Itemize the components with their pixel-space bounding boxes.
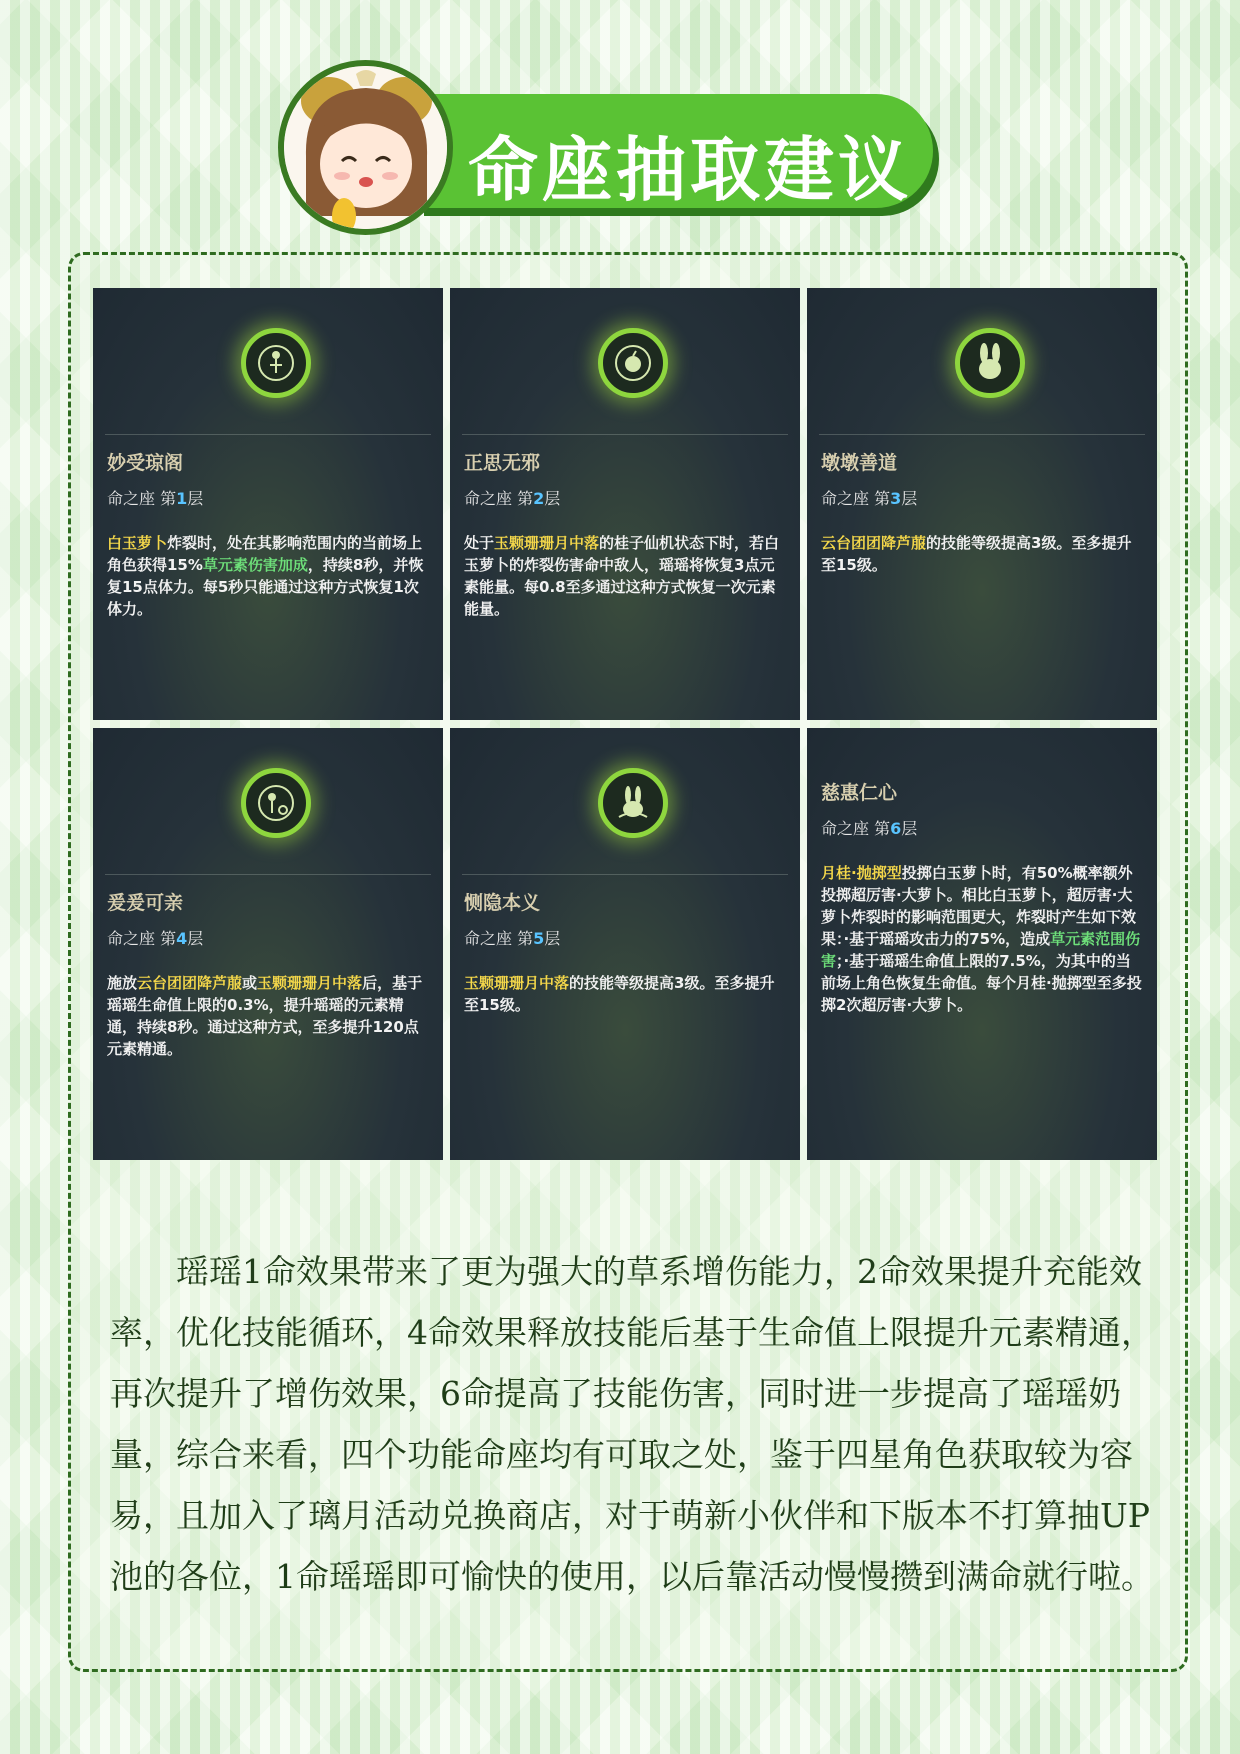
constellation-emblem-icon: [955, 328, 1025, 398]
constellation-emblem-icon: [598, 768, 668, 838]
constellation-level: 命之座 第6层: [821, 819, 918, 838]
constellation-name: 爰爰可亲: [107, 892, 184, 914]
constellation-name: 慈惠仁心: [821, 782, 898, 804]
constellation-name: 正思无邪: [464, 452, 541, 474]
constellation-card-2: [450, 288, 800, 720]
constellation-level: 命之座 第1层: [107, 489, 204, 508]
page-title: 命座抽取建议: [468, 129, 912, 211]
character-avatar: [278, 60, 453, 235]
constellation-grid: [93, 288, 1163, 1168]
constellation-description: 云台团团降芦菔的技能等级提高3级。至多提升至15级。: [821, 534, 1132, 574]
constellation-card-6: [807, 728, 1157, 1160]
constellation-description: 施放云台团团降芦菔或玉颗珊珊月中落后，基于瑶瑶生命值上限的0.3%，提升瑶瑶的元素精通，持续8秒。通过这种方式，至多提升120点元素精通。: [107, 974, 423, 1058]
constellation-name: 恻隐本义: [464, 892, 541, 914]
recommendation-paragraph: 瑶瑶1命效果带来了更为强大的草系增伤能力，2命效果提升充能效率，优化技能循环，4命效果释放技能后基于生命值上限提升元素精通，再次提升了增伤效果，6命提高了技能伤害，同时进一步提高了瑶瑶奶量，综合来看，四个功能命座均有可取之处，鉴于四星角色获取较为容易，且加入了璃月活动兑换商店，对于萌新小伙伴和下版本不打算抽UP池的各位，1命瑶瑶即可愉快的使用，以后靠活动慢慢攒到满命就行啦。: [110, 1252, 1154, 1596]
constellation-card-1: [93, 288, 443, 720]
constellation-description: 玉颗珊珊月中落的技能等级提高3级。至多提升至15级。: [464, 974, 775, 1014]
divider: [105, 874, 431, 875]
constellation-card-4: [93, 728, 443, 1160]
constellation-level: 命之座 第5层: [464, 929, 561, 948]
constellation-description: 白玉萝卜炸裂时，处在其影响范围内的当前场上角色获得15%草元素伤害加成，持续8秒，并恢复15点体力。每5秒只能通过这种方式恢复1次体力。: [107, 534, 424, 618]
constellation-name: 妙受琼阁: [107, 452, 184, 474]
constellation-emblem-icon: [598, 328, 668, 398]
divider: [462, 434, 788, 435]
constellation-description: 处于玉颗珊珊月中落的桂子仙机状态下时，若白玉萝卜的炸裂伤害命中敌人，瑶瑶将恢复3点元素能量。每0.8至多通过这种方式恢复一次元素能量。: [464, 534, 780, 618]
constellation-emblem-icon: [241, 328, 311, 398]
header: [278, 52, 968, 222]
divider: [105, 434, 431, 435]
constellation-level: 命之座 第4层: [107, 929, 204, 948]
constellation-card-5: [450, 728, 800, 1160]
constellation-level: 命之座 第2层: [464, 489, 561, 508]
constellation-card-3: [807, 288, 1157, 720]
divider: [819, 434, 1145, 435]
constellation-name: 墩墩善道: [821, 452, 898, 474]
constellation-emblem-icon: [241, 768, 311, 838]
constellation-level: 命之座 第3层: [821, 489, 918, 508]
constellation-description: 月桂·抛掷型投掷白玉萝卜时，有50%概率额外投掷超厉害·大萝卜。相比白玉萝卜，超厉害·大萝卜炸裂时的影响范围更大，炸裂时产生如下效果：·基于瑶瑶攻击力的75%，造成草元素范围伤害；·基于瑶瑶生命值上限的7.5%，为其中的当前场上角色恢复生命值。每个月桂·抛掷型至多投掷2次超厉害·大萝卜。: [821, 864, 1142, 1014]
divider: [462, 874, 788, 875]
